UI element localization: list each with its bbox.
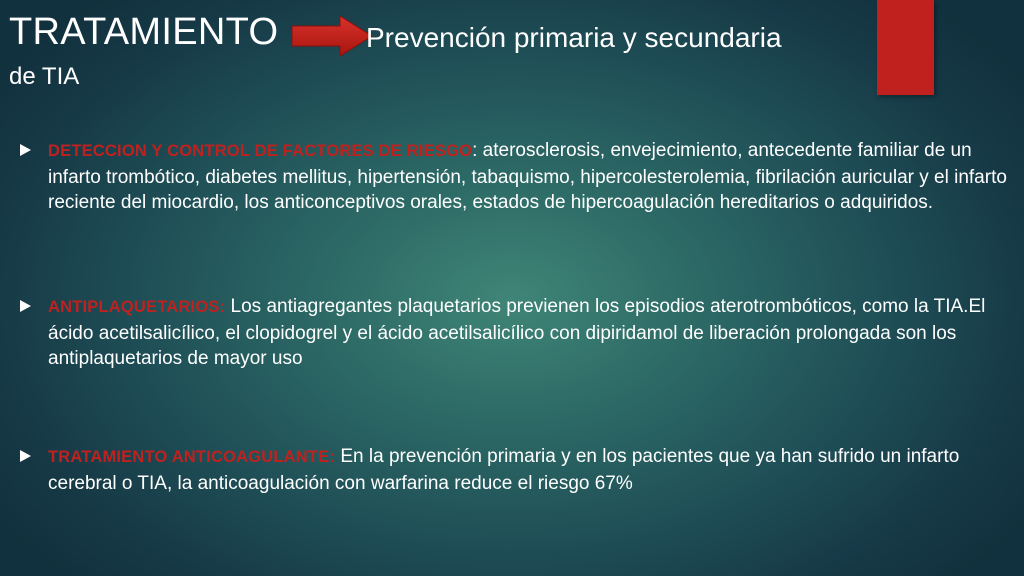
slide-title: TRATAMIENTO [9,11,279,53]
bullet-keyword: DETECCION Y CONTROL DE FACTORES DE RIESGO [48,142,473,160]
accent-bar [877,0,934,95]
triangle-bullet-icon [20,300,31,312]
bullet-keyword: ANTIPLAQUETARIOS: [48,298,226,316]
slide-subtitle: Prevención primaria y secundaria [366,22,782,53]
right-arrow-icon [290,14,374,58]
bullet-item [18,444,1008,496]
bullet-list [18,138,1008,496]
bullet-keyword: TRATAMIENTO ANTICOAGULANTE: [48,448,336,466]
bullet-separator: : [472,140,478,161]
bullet-text: En la prevención primaria y en los pacientes que ya han sufrido un infarto cerebral o TIA, la anticoagulación con warfarina reduce el riesgo 67% [48,446,960,494]
triangle-bullet-icon [20,450,31,462]
bullet-text: aterosclerosis, envejecimiento, antecedente familiar de un infarto trombótico, diabetes mellitus, hipertensión, tabaquismo, hipercolesterolemia, fibrilación auricular y el infarto reciente del miocardio, los anticonceptivos orales, estados de hipercoagulación hereditarios o adquiridos. [48,140,1007,213]
bullet-item [18,294,1008,444]
bullet-item [18,138,1008,294]
bullet-text: Los antiagregantes plaquetarios previenen los episodios aterotrombóticos, como la TIA.El ácido acetilsalicílico, el clopidogrel y el ácido acetilsalicílico con dipiridamol de liberación prolongada son los antiplaquetarios de mayor uso [48,296,986,369]
slide-title-line2: de TIA [9,63,80,90]
triangle-bullet-icon [20,144,31,156]
